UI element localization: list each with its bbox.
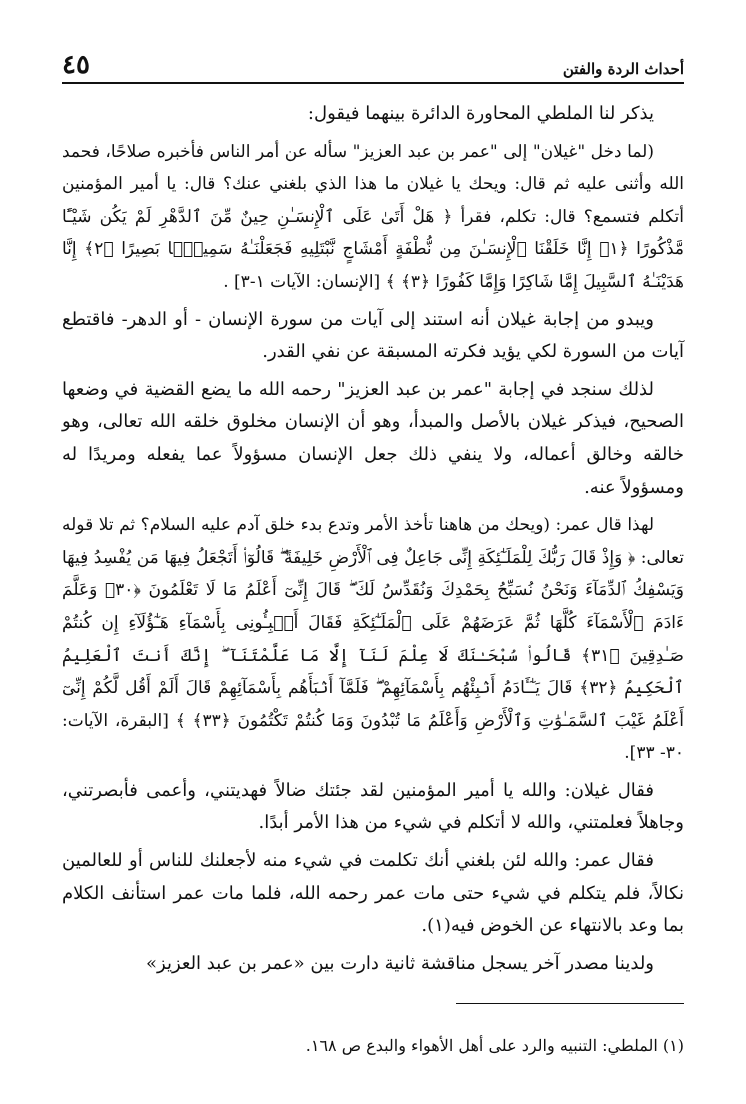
paragraph-baqarah-quote: لهذا قال عمر: (ويحك من هاهنا تأخذ الأمر وتدع بدء خلق آدم عليه السلام؟ ثم تلا قوله تعالى: ﴿ وَإِذْ قَالَ رَبُّكَ لِلْمَلَـٰٓئِكَةِ إِنِّى جَاعِلٌ فِى ٱلْأَرْضِ خَلِيفَةً ۖ قَالُوٓا۟ أَتَجْعَلُ فِيهَا مَن يُفْسِدُ فِيهَا وَيَسْفِكُ ٱلدِّمَآءَ وَنَحْنُ نُسَبِّحُ بِحَمْدِكَ وَنُقَدِّسُ لَكَ ۖ قَالَ إِنِّىٓ أَعْلَمُ مَا لَا تَعْلَمُونَ ﴿٣٠﴾ وَعَلَّمَ ءَادَمَ ٱلْأَسْمَآءَ كُلَّهَا ثُمَّ عَرَضَهُمْ عَلَى ٱلْمَلَـٰٓئِكَةِ فَقَالَ أَنۢبِـُٔونِى بِأَسْمَآءِ هَـٰٓؤُلَآءِ إِن كُنتُمْ صَـٰدِقِينَ ﴿٣١﴾ قَالُوا۟ سُبْحَـٰنَكَ لَا عِلْمَ لَنَآ إِلَّا مَا عَلَّمْتَنَآ ۖ إِنَّكَ أَنتَ ٱلْعَلِيمُ ٱلْحَكِيمُ ﴿٣٢﴾ قَالَ يَـٰٓـَٔادَمُ أَنۢبِئْهُم بِأَسْمَآئِهِمْ ۖ فَلَمَّآ أَنۢبَأَهُم بِأَسْمَآئِهِمْ قَالَ أَلَمْ أَقُل لَّكُمْ إِنِّىٓ أَعْلَمُ غَيْبَ ٱلسَّمَـٰوَٰتِ وَٱلْأَرْضِ وَأَعْلَمُ مَا تُبْدُونَ وَمَا كُنتُمْ تَكْتُمُونَ ﴿٣٣﴾ ﴾ [البقرة، الآيات: ٣٠- ٣٣]. (62, 515, 685, 764)
page-header (62, 48, 684, 84)
running-title: أحداث الردة والفتن (562, 60, 684, 78)
paragraph-second-source: ولدينا مصدر آخر يسجل مناقشة ثانية دارت بين «عمر بن عبد العزيز» (146, 952, 654, 974)
paragraph-ghailan-reply: فقال غيلان: والله يا أمير المؤمنين لقد جئتك ضالاً فهديتني، وأعمى فأبصرتني، وجاهلاً فعلمتني، والله لا أتكلم في شيء من هذا الأمر أبدًا. (62, 779, 684, 834)
footnote: (١) الملطي: التنبيه والرد على أهل الأهواء والبدع ص ١٦٨. (305, 1036, 684, 1055)
paragraph-omar-warning: فقال عمر: والله لئن بلغني أنك تكلمت في شيء منه لأجعلنك للناس أو للعالمين نكالاً، فلم يتكلم في شيء حتى مات عمر رحمه الله، فلما مات عمر استأنف الكلام بما وعد بالانتهاء عن الخوض فيه(١). (62, 850, 684, 937)
paragraph-intro: يذكر لنا الملطي المحاورة الدائرة بينهما فيقول: (307, 103, 654, 124)
body-text (62, 98, 684, 985)
paragraph-dialogue-insan: (لما دخل "غيلان" إلى "عمر بن عبد العزيز" سأله عن أمر الناس فأخبره صلاحًا، فحمد الله وأثنى عليه ثم قال: ويحك يا غيلان ما هذا الذي بلغني عنك؟ قال: يا أمير المؤمنين أتكلم فتسمع؟ قال: تكلم، فقرأ ﴿ هَلْ أَتَىٰ عَلَى ٱلْإِنسَـٰنِ حِينٌ مِّنَ ٱلدَّهْرِ لَمْ يَكُن شَيْـًٔا مَّذْكُورًا ﴿١﴾ إِنَّا خَلَقْنَا ٱلْإِنسَـٰنَ مِن نُّطْفَةٍ أَمْشَاجٍ نَّبْتَلِيهِ فَجَعَلْنَـٰهُ سَمِيعًۢا بَصِيرًا ﴿٢﴾ إِنَّا هَدَيْنَـٰهُ ٱلسَّبِيلَ إِمَّا شَاكِرًا وَإِمَّا كَفُورًا ﴿٣﴾ ﴾ [الإنسان: الآيات ١-٣] . (62, 141, 685, 292)
paragraph-omar-answer: لذلك سنجد في إجابة "عمر بن عبد العزيز" رحمه الله ما يضع القضية في وضعها الصحيح، فيذكر غيلان بالأصل والمبدأ، وهو أن الإنسان مخلوق خلقه الله تعالى، وهو خالقه وخالق أعماله، ولا ينفي ذلك جعل الإنسان مسؤولاً عما يفعله ومريدًا له ومسؤولاً عنه. (62, 378, 684, 498)
page-number: ٤٥ (62, 50, 90, 80)
paragraph-commentary: ويبدو من إجابة غيلان أنه استند إلى آيات من سورة الإنسان - أو الدهر- فاقتطع آيات من السورة لكي يؤيد فكرته المسبقة عن نفي القدر. (62, 308, 684, 363)
footnote-divider (456, 1003, 684, 1004)
